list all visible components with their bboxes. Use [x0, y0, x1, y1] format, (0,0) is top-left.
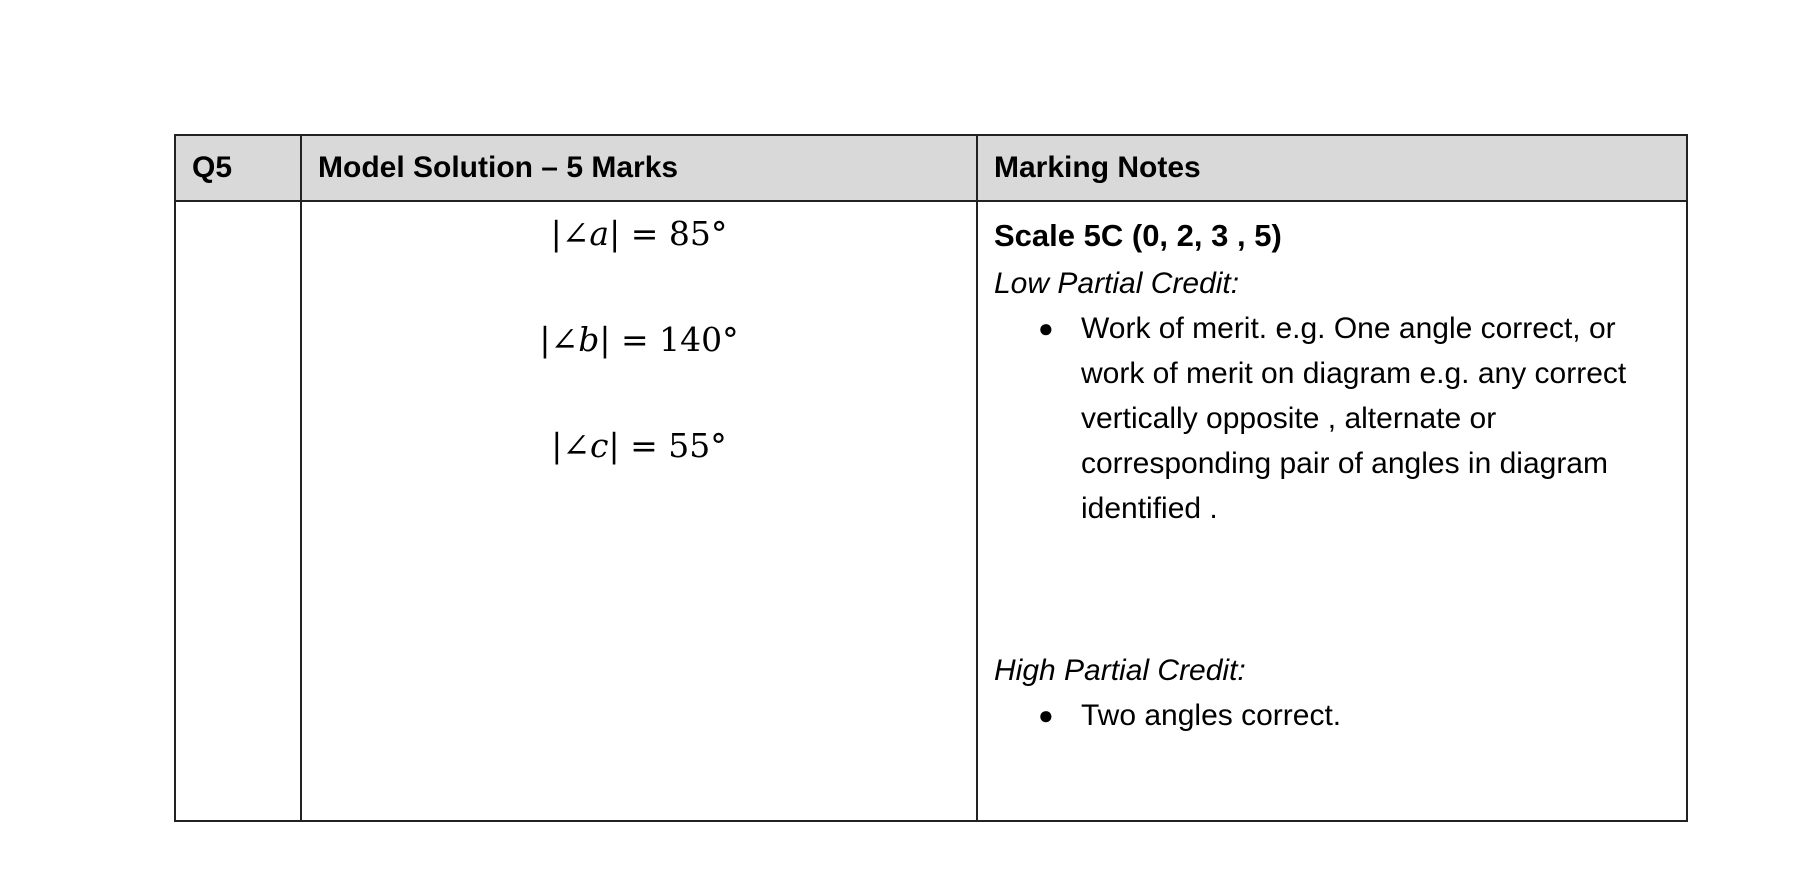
table-header-row: [175, 135, 1687, 201]
angle-a-equation: |∠a| = 85°: [550, 214, 728, 253]
high-partial-credit-block: [994, 649, 1670, 738]
scale-title: Scale 5C (0, 2, 3 , 5): [994, 218, 1282, 253]
marking-notes-header: Marking Notes: [977, 135, 1687, 201]
marking-notes-cell: [977, 201, 1687, 821]
question-cell: [175, 201, 301, 821]
marking-scheme-table: [174, 134, 1688, 822]
model-solution-cell: [301, 201, 977, 821]
high-partial-credit-list: [994, 693, 1670, 738]
list-item: [994, 306, 1670, 531]
low-credit-text: Work of merit. e.g. One angle correct, or work of merit on diagram e.g. any correct vertically opposite , alternate or corresponding pair of angles in diagram identified .: [1081, 312, 1627, 525]
question-number-header: Q5: [175, 135, 301, 201]
bullet-icon: ●: [1038, 313, 1054, 343]
angle-c-equation: |∠c| = 55°: [551, 426, 727, 465]
angle-b-equation: |∠b| = 140°: [539, 320, 739, 359]
low-partial-credit-list: [994, 306, 1670, 531]
low-partial-credit-heading: Low Partial Credit:: [994, 267, 1240, 300]
high-partial-credit-heading: High Partial Credit:: [994, 654, 1246, 687]
bullet-icon: ●: [1038, 700, 1054, 730]
list-item: [994, 693, 1670, 738]
table-row: [175, 201, 1687, 821]
high-credit-text: Two angles correct.: [1081, 699, 1342, 732]
model-solution-header: Model Solution – 5 Marks: [301, 135, 977, 201]
